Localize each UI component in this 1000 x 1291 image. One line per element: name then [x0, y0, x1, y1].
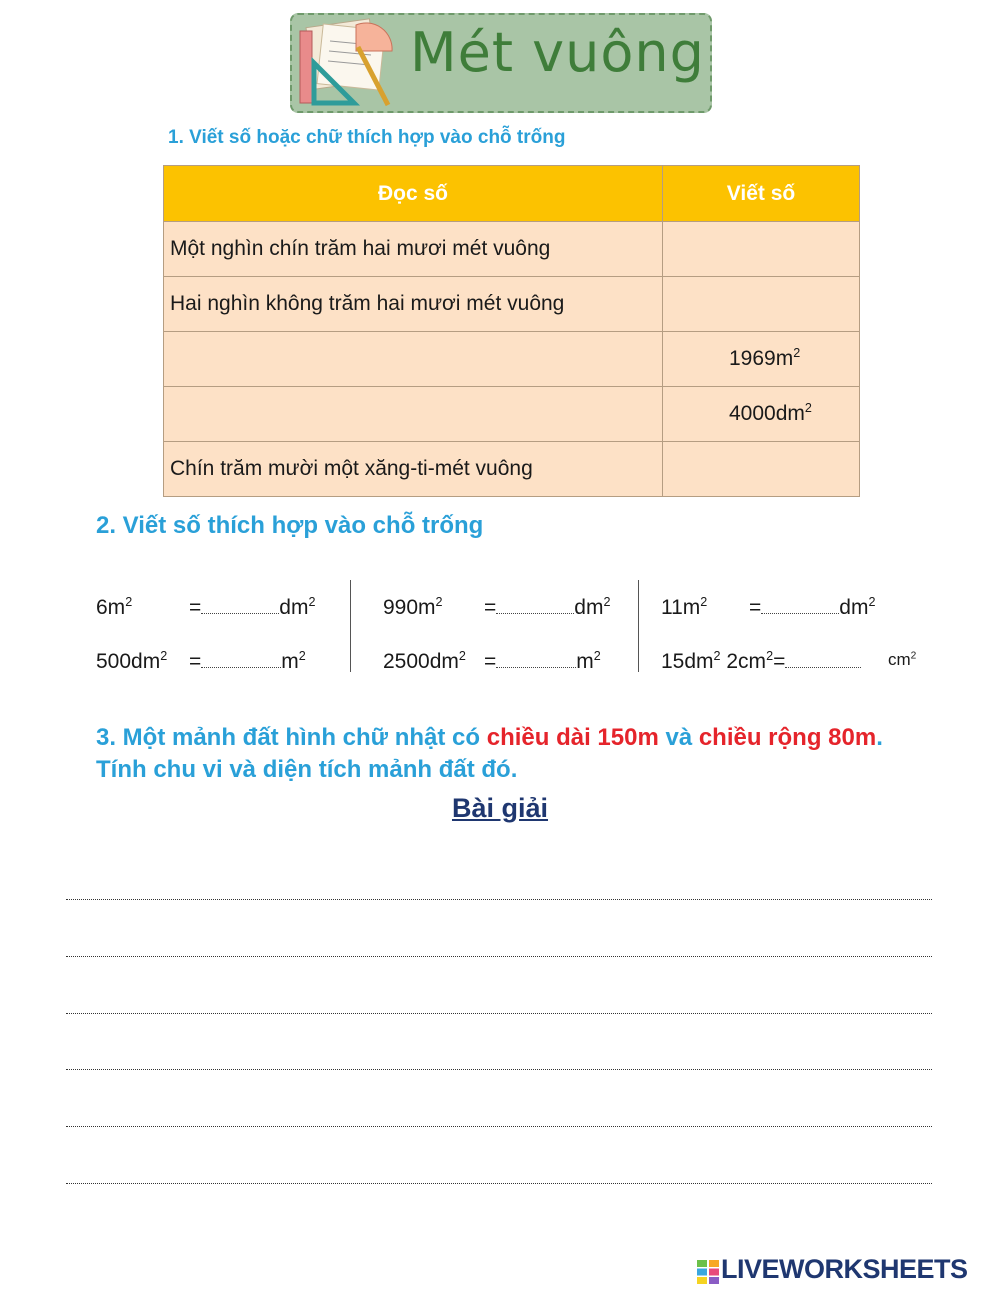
answer-line[interactable] — [66, 1013, 932, 1014]
table-row — [164, 222, 860, 277]
table-row — [164, 332, 860, 387]
number-cell: $1969m^2$ — [663, 332, 860, 387]
exercise-item: $6m^2$ = $dm^2$ — [96, 595, 316, 619]
page-title: Mét vuông — [410, 21, 705, 84]
reading-cell: Chín trăm mười một xăng-ti-mét vuông — [164, 442, 663, 497]
table-row — [164, 387, 860, 442]
column-divider — [350, 580, 351, 672]
exercise-item: $500dm^2$ = $m^2$ — [96, 649, 306, 673]
answer-blank[interactable] — [496, 598, 574, 614]
section1-heading: 1. Viết số hoặc chữ thích hợp vào chỗ trống — [168, 127, 566, 148]
length-highlight: chiều dài 150m — [486, 724, 659, 751]
number-answer-cell[interactable] — [663, 222, 860, 277]
exercise-item: $2500dm^2$ = $m^2$ — [383, 649, 601, 673]
conversion-exercises — [0, 580, 1000, 675]
answer-blank[interactable] — [201, 598, 279, 614]
column-divider — [638, 580, 639, 672]
number-reading-table — [163, 165, 860, 497]
answer-blank[interactable] — [496, 652, 576, 668]
reading-cell: Hai nghìn không trăm hai mươi mét vuông — [164, 277, 663, 332]
exercise-item: $990m^2$ = $dm^2$ — [383, 595, 611, 619]
answer-line[interactable] — [66, 956, 932, 957]
column-header-reading: Đọc số — [164, 166, 663, 222]
solution-title: Bài giải — [451, 793, 549, 823]
table-row — [164, 277, 860, 332]
answer-blank[interactable] — [785, 652, 861, 668]
section3-heading: 3. Một mảnh đất hình chữ nhật có chiều dài 150m và chiều rộng 80m. Tính chu vi và diện tích mảnh đất đó. — [96, 724, 883, 783]
width-highlight: chiều rộng 80m — [698, 724, 877, 751]
number-answer-cell[interactable] — [663, 442, 860, 497]
exercise-item: $11m^2$ = $dm^2$ — [661, 595, 876, 619]
section2-heading: 2. Viết số thích hợp vào chỗ trống — [96, 512, 484, 539]
answer-blank[interactable] — [201, 652, 281, 668]
table-header-row — [164, 166, 860, 222]
logo-blocks-icon — [697, 1260, 719, 1284]
reading-answer-cell[interactable] — [164, 332, 663, 387]
geometry-tools-icon — [296, 17, 396, 109]
table-row — [164, 442, 860, 497]
brand-name: LIVEWORKSHEETS — [721, 1254, 968, 1284]
column-header-number: Viết số — [663, 166, 860, 222]
number-cell: $4000dm^2$ — [663, 387, 860, 442]
answer-line[interactable] — [66, 1183, 932, 1184]
reading-cell: Một nghìn chín trăm hai mươi mét vuông — [164, 222, 663, 277]
answer-line[interactable] — [66, 1126, 932, 1127]
reading-answer-cell[interactable] — [164, 387, 663, 442]
answer-line[interactable] — [66, 1069, 932, 1070]
answer-line[interactable] — [66, 899, 932, 900]
exercise-item: $15dm^2$ $2cm^2=$ $cm^2$ — [661, 649, 917, 673]
number-answer-cell[interactable] — [663, 277, 860, 332]
title-banner — [290, 13, 712, 113]
answer-blank[interactable] — [761, 598, 839, 614]
